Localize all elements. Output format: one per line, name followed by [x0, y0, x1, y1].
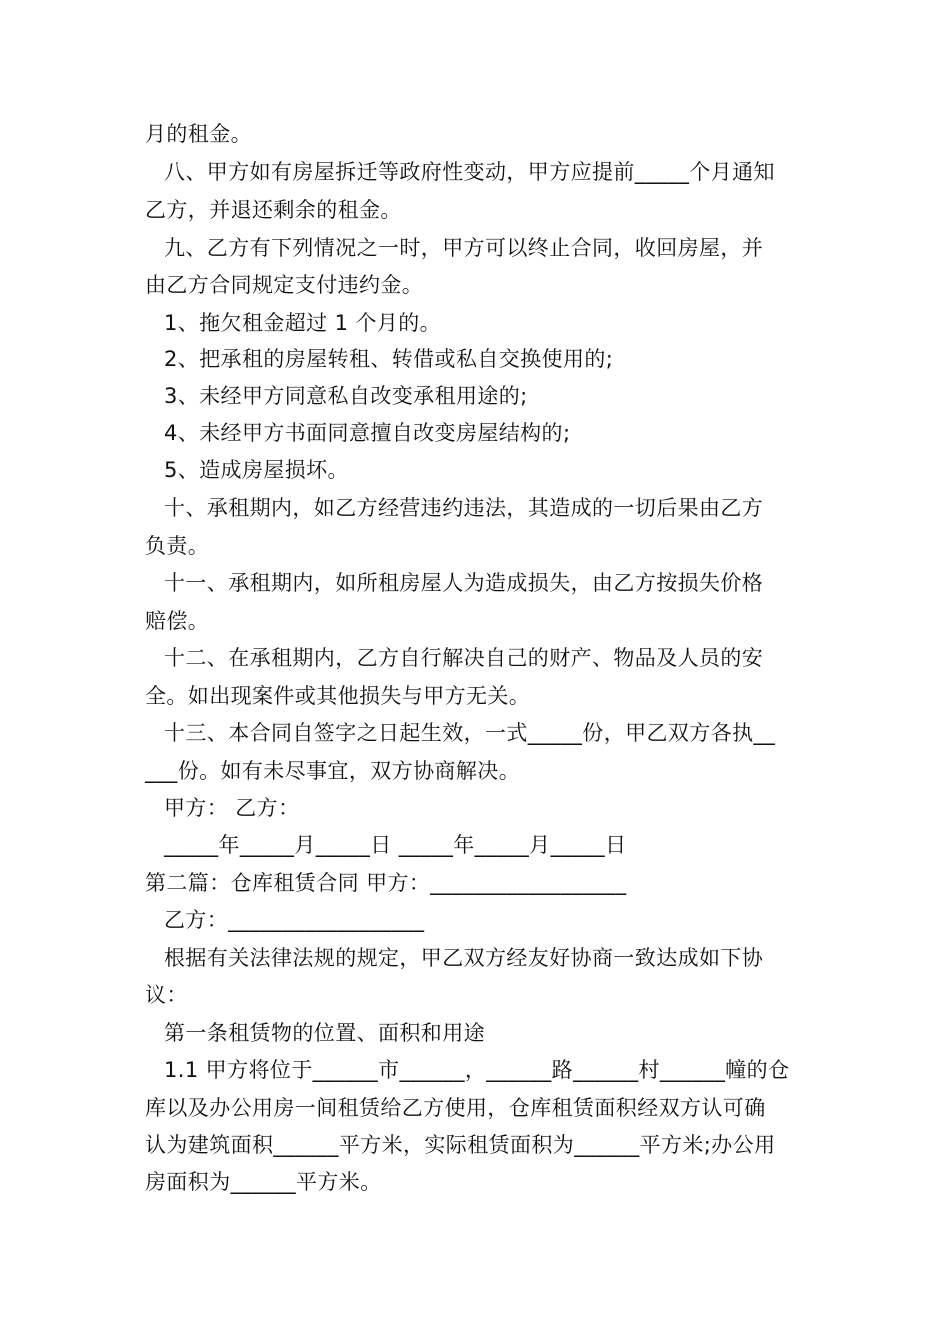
- clause-heading: 第一条租赁物的位置、面积和用途: [164, 1021, 485, 1045]
- text-line: 认为建筑面积______平方米，实际租赁面积为______平方米;办公用: [145, 1133, 776, 1157]
- text-line: 议：: [145, 983, 188, 1007]
- signature-line: 甲方： 乙方：: [164, 796, 300, 820]
- list-item: 5、造成房屋损坏。: [164, 458, 349, 482]
- text-line: 乙方，并退还剩余的租金。: [145, 198, 402, 222]
- text-line: 房面积为______平方米。: [145, 1170, 382, 1194]
- text-line: 根据有关法律法规的规定，甲乙双方经友好协商一致达成如下协: [164, 946, 764, 970]
- text-line: 九、乙方有下列情况之一时，甲方可以终止合同，收回房屋，并: [164, 236, 764, 260]
- list-item: 2、把承租的房屋转租、转借或私自交换使用的;: [164, 347, 614, 371]
- text-line: 十、承租期内，如乙方经营违约违法，其造成的一切后果由乙方: [164, 496, 764, 520]
- text-line: 赔偿。: [145, 609, 210, 633]
- section-title: 第二篇：仓库租赁合同 甲方：__________________: [145, 871, 627, 895]
- list-item: 1、拖欠租金超过 1 个月的。: [164, 311, 442, 335]
- text-line: 八、甲方如有房屋拆迁等政府性变动，甲方应提前_____个月通知: [164, 160, 775, 184]
- list-item: 4、未经甲方书面同意擅自改变房屋结构的;: [164, 421, 571, 445]
- date-line: _____年_____月_____日 _____年_____月_____日: [164, 833, 627, 857]
- text-line: 库以及办公用房一间租赁给乙方使用，仓库租赁面积经双方认可确: [145, 1096, 766, 1120]
- text-line: 十一、承租期内，如所租房屋人为造成损失，由乙方按损失价格: [164, 571, 764, 595]
- text-line: 负责。: [145, 534, 210, 558]
- text-line: 全。如出现案件或其他损失与甲方无关。: [145, 684, 531, 708]
- text-line: 十二、在承租期内，乙方自行解决自己的财产、物品及人员的安: [164, 646, 764, 670]
- text-line: 十三、本合同自签字之日起生效，一式_____份，甲乙双方各执__: [164, 721, 776, 745]
- text-line: ___份。如有未尽事宜，双方协商解决。: [145, 759, 521, 783]
- text-line: 1.1 甲方将位于______市______，______路______村______幢的仓: [164, 1058, 790, 1082]
- list-item: 3、未经甲方同意私自改变承租用途的;: [164, 384, 528, 408]
- party-line: 乙方：__________________: [164, 908, 425, 932]
- text-line: 由乙方合同规定支付违约金。: [145, 273, 424, 297]
- text-line: 月的租金。: [145, 122, 252, 146]
